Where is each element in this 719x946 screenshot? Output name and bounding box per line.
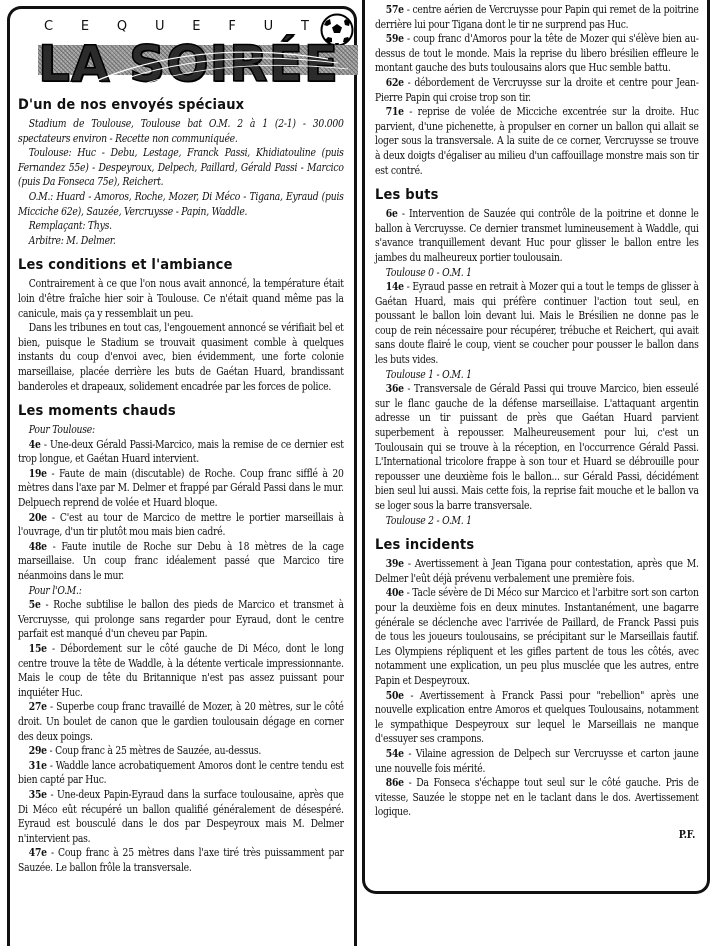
lineup-om: O.M.: Huard - Amoros, Roche, Mozer, Di Méco - Tigana, Eyraud (puis Micciche 62e), Sauzée, Vercruysse - Papin, Waddle. bbox=[18, 188, 344, 218]
event-minute: 47e bbox=[28, 845, 47, 860]
referee: Arbitre: M. Delmer. bbox=[28, 232, 116, 247]
paragraph: Contrairement à ce que l'on nous avait annoncé, la température était loin d'être fraîche hier soir à Toulouse. Ce n'était quand même pas la canicule, mais ça y ressemblait un peu. bbox=[18, 276, 344, 320]
goal-text: - Eyraud passe en retrait à Mozer qui a tout le temps de glisser à Gaétan Huard, mais qui préfère continuer l'action tout seul, en poussant le ballon loin devant lui. Mais le Brésilien ne donne pas le coup de rein nécessaire pour récupérer, trébuche et Reichert, qui avait sans doute flairé le coup, vient se coucher pour pousser le ballon dans les buts vides. bbox=[375, 279, 699, 367]
incident-minute: 40e bbox=[385, 585, 404, 600]
event-minute: 4e bbox=[28, 436, 41, 451]
event-text: - reprise de volée de Micciche excentrée sur la droite. Huc parvient, d'une pichenette, à propulser en corner un ballon qui allait se loger sous la transversale. A la suite de ce corner, Vercruysse se trouve à deux doigts d'égaliser au milieu d'un caffouillage monstre mais son tir est contré. bbox=[375, 104, 699, 177]
section-heading-buts: Les buts bbox=[375, 187, 439, 204]
kicker-letter: U bbox=[154, 19, 165, 34]
incident-minute: 86e bbox=[385, 775, 404, 790]
event-minute: 48e bbox=[28, 538, 47, 553]
event-minute: 35e bbox=[28, 786, 47, 801]
team-label-om: Pour l'O.M.: bbox=[28, 582, 82, 597]
event-minute: 29e bbox=[28, 743, 47, 758]
event-text: - Roche subtilise le ballon des pieds de Marcico et transmet à Vercruysse, qui prolonge sans regarder pour Eyraud, dont le centre parfait est manqué d'un cheveu par Papin. bbox=[18, 597, 344, 641]
goal-item bbox=[375, 279, 699, 367]
section-heading-conditions: Les conditions et l'ambiance bbox=[18, 257, 233, 274]
incident-item bbox=[375, 746, 699, 775]
event-text: - Débordement sur le côté gauche de Di Méco, dont le long centre trouve la tête de Waddle, à la détente verticale impressionnante. Mais le coup de tête du Britannique n'est pas assez puissant pour inquiéter Huc. bbox=[18, 641, 344, 699]
incident-item bbox=[375, 556, 699, 585]
event-minute: 20e bbox=[28, 509, 47, 524]
event-text: - Coup franc à 25 mètres de Sauzée, au-dessus. bbox=[46, 743, 262, 758]
incident-item bbox=[375, 775, 699, 819]
event-minute: 71e bbox=[385, 104, 404, 119]
event-item bbox=[18, 641, 344, 699]
section-heading-moments: Les moments chauds bbox=[18, 403, 176, 420]
kicker-letter: E bbox=[80, 19, 90, 34]
author-signature: P.F. bbox=[678, 826, 696, 841]
incident-text: - Avertissement à Franck Passi pour "rebellion" après une nouvelle explication entre Amoros et quelques Toulousains, notamment le sympathique Despeyroux sur lequel le Marseillais ne manque d'essuyer ses crampons. bbox=[375, 687, 699, 746]
right-column-text bbox=[375, 2, 699, 841]
event-item bbox=[18, 787, 344, 845]
masthead-kicker bbox=[44, 19, 309, 34]
event-minute: 62e bbox=[385, 74, 404, 89]
event-text: - Faute inutile de Roche sur Debu à 18 mètres de la cage marseillaise. Un coup franc idéalement passé que Marcico tire néanmoins dans le mur. bbox=[18, 538, 344, 583]
team-label-toulouse: Pour Toulouse: bbox=[28, 422, 95, 437]
goal-minute: 6e bbox=[385, 206, 398, 221]
paragraph: Dans les tribunes en tout cas, l'engouement annoncé se vérifiait bel et bien, puisque le Stadium se trouvait quasiment comble à quelques instants du coup d'envoi avec, bien évidemment, une forte colonie marseillaise, placée derrière les buts de Gaétan Huard, brandissant banderoles et drapeaux, solidement encadrée par les forces de police. bbox=[18, 320, 344, 393]
left-column-text bbox=[18, 97, 344, 875]
event-minute: 5e bbox=[28, 597, 41, 612]
score-line: Toulouse 0 - O.M. 1 bbox=[385, 264, 472, 279]
event-item bbox=[18, 699, 344, 743]
incident-text: - Da Fonseca s'échappe tout seul sur le côté gauche. Pris de vitesse, Sauzée le stoppe net en le taclant dans le dos. Avertissement logique. bbox=[375, 775, 699, 819]
score-line: Toulouse 2 - O.M. 1 bbox=[385, 512, 472, 527]
incident-item bbox=[375, 688, 699, 746]
masthead bbox=[16, 13, 348, 93]
event-text: - coup franc d'Amoros pour la tête de Mozer qui s'élève bien au-dessus de tout le monde. Mais la reprise du libero brésilien effleure le montant gauche des buts toulousains alors que Huc semble battu. bbox=[375, 31, 699, 75]
event-item bbox=[375, 104, 699, 177]
event-item bbox=[18, 845, 344, 874]
incident-minute: 54e bbox=[385, 745, 404, 760]
event-item bbox=[18, 539, 344, 583]
event-text: - débordement de Vercruysse sur la droite et centre pour Jean-Pierre Papin qui croise trop son tir. bbox=[375, 74, 699, 104]
event-minute: 31e bbox=[28, 757, 47, 772]
event-item bbox=[375, 2, 699, 31]
incident-minute: 50e bbox=[385, 687, 404, 702]
kicker-letter: U bbox=[263, 19, 274, 34]
event-text: - Waddle lance acrobatiquement Amoros dont le centre tendu est bien capté par Huc. bbox=[18, 757, 344, 787]
section-heading-incidents: Les incidents bbox=[375, 537, 475, 554]
kicker-letter: T bbox=[300, 19, 309, 34]
incident-text: - Vilaine agression de Delpech sur Vercruysse et carton jaune une nouvelle fois mérité. bbox=[375, 745, 699, 775]
event-text: - Faute de main (discutable) de Roche. Coup franc sifflé à 20 mètres dans l'axe par M. Delmer et frappé par Gérald Passi dans le mur. Delpuech reprend de volée et Huard bloque. bbox=[18, 465, 344, 510]
goal-minute: 36e bbox=[385, 381, 404, 396]
substitute: Remplaçant: Thys. bbox=[28, 218, 112, 233]
goal-minute: 14e bbox=[385, 279, 404, 294]
event-text: - Une-deux Papin-Eyraud dans la surface toulousaine, après que Di Méco eût récupéré un ballon qualifié généralement de désespéré. Eyraud est bousculé dans le dos par Despeyroux mais M. Delmer n'intervient pas. bbox=[18, 786, 344, 845]
kicker-letter: C bbox=[44, 19, 54, 34]
event-item bbox=[18, 437, 344, 466]
event-item bbox=[18, 743, 344, 758]
event-text: - Coup franc à 25 mètres dans l'axe tiré très puissamment par Sauzée. Le ballon frôle la transversale. bbox=[18, 845, 344, 874]
event-text: - Superbe coup franc travaillé de Mozer, à 20 mètres, sur le côté droit. Un boulet de canon que le gardien toulousain dégage en corner des deux poings. bbox=[18, 699, 344, 743]
event-minute: 59e bbox=[385, 31, 404, 46]
event-minute: 57e bbox=[385, 2, 404, 16]
masthead-title: LA SOIRÉE bbox=[38, 35, 339, 93]
event-minute: 15e bbox=[28, 641, 47, 655]
incident-item bbox=[375, 585, 699, 687]
event-text: - C'est au tour de Marcico de mettre le portier marseillais à l'ouvrage, d'un tir plutôt mou mais bien cadré. bbox=[18, 509, 344, 539]
event-item bbox=[375, 31, 699, 75]
event-item bbox=[18, 466, 344, 510]
event-item bbox=[18, 510, 344, 539]
incident-text: - Tacle sévère de Di Méco sur Marcico et l'arbitre sort son carton pour la deuxième fois en deux minutes. Instantanément, une bagarre générale se déclenche avec l'arrivée de Paillard, de Franck Passi puis de tous les joueurs toulousains, se précipitant sur le Marseillais fautif. Les Olympiens répliquent et les gifles partent de tous les côtés, avec notamment une explication, un peu plus musclée que les autres, entre Papin et Despeyroux. bbox=[375, 585, 699, 687]
event-minute: 19e bbox=[28, 465, 47, 480]
incident-minute: 39e bbox=[385, 556, 404, 571]
score-line: Toulouse 1 - O.M. 1 bbox=[385, 366, 472, 381]
lineup-toulouse: Toulouse: Huc - Debu, Lestage, Franck Passi, Khidiatouline (puis Fernandez 55e) - Despeyroux, Delpech, Paillard, Gérald Passi - Marcico (puis Da Fonseca 75e), Reichert. bbox=[18, 145, 344, 189]
left-column-box bbox=[7, 6, 357, 946]
event-item bbox=[18, 758, 344, 787]
event-item bbox=[375, 75, 699, 104]
kicker-letter: Q bbox=[116, 19, 128, 34]
kicker-letter: F bbox=[228, 19, 236, 34]
event-item bbox=[18, 597, 344, 641]
right-column-box bbox=[362, 0, 710, 894]
goal-text: - Transversale de Gérald Passi qui trouve Marcico, bien esseulé sur le flanc gauche de la défense marseillaise. L'attaquant argentin adresse un tir puissant de près que Gaétan Huard parvient superbement à repousser. Malheureusement pour lui, c'est un Toulousain qui se trouve à la réception, en l'occurrence Gérald Passi. L'International tricolore frappe à son tour et Huard se débrouille pour repousser une deuxième fois le ballon... sur Gérald Passi, décidément bien seul lui aussi. Mais cette fois, la reprise fait mouche et le ballon va se loger sous la barre transversale. bbox=[375, 381, 699, 512]
goal-item bbox=[375, 206, 699, 264]
event-text: - Une-deux Gérald Passi-Marcico, mais la remise de ce dernier est trop longue, et Gaétan Huard intervient. bbox=[18, 436, 344, 466]
goal-item bbox=[375, 381, 699, 512]
goal-text: - Intervention de Sauzée qui contrôle de la poitrine et donne le ballon à Vercruysse. Ce dernier transmet lumineusement à Waddle, qui s'avance tranquillement devant Huc pour glisser le ballon entre les jambes du malheureux portier toulousain. bbox=[375, 206, 699, 264]
incident-text: - Avertissement à Jean Tigana pour contestation, après que M. Delmer l'eût déjà prévenu verbalement une première fois. bbox=[375, 556, 699, 585]
match-info: Stadium de Toulouse, Toulouse bat O.M. 2 à 1 (2-1) - 30.000 spectateurs environ - Recette non communiquée. bbox=[18, 116, 344, 145]
kicker-letter: E bbox=[192, 19, 201, 34]
event-minute: 27e bbox=[28, 699, 47, 714]
section-heading-envoyes: D'un de nos envoyés spéciaux bbox=[18, 97, 245, 113]
event-text: - centre aérien de Vercruysse pour Papin qui remet de la poitrine derrière lui pour Tigana dont le tir ne surprend pas Huc. bbox=[375, 2, 699, 31]
